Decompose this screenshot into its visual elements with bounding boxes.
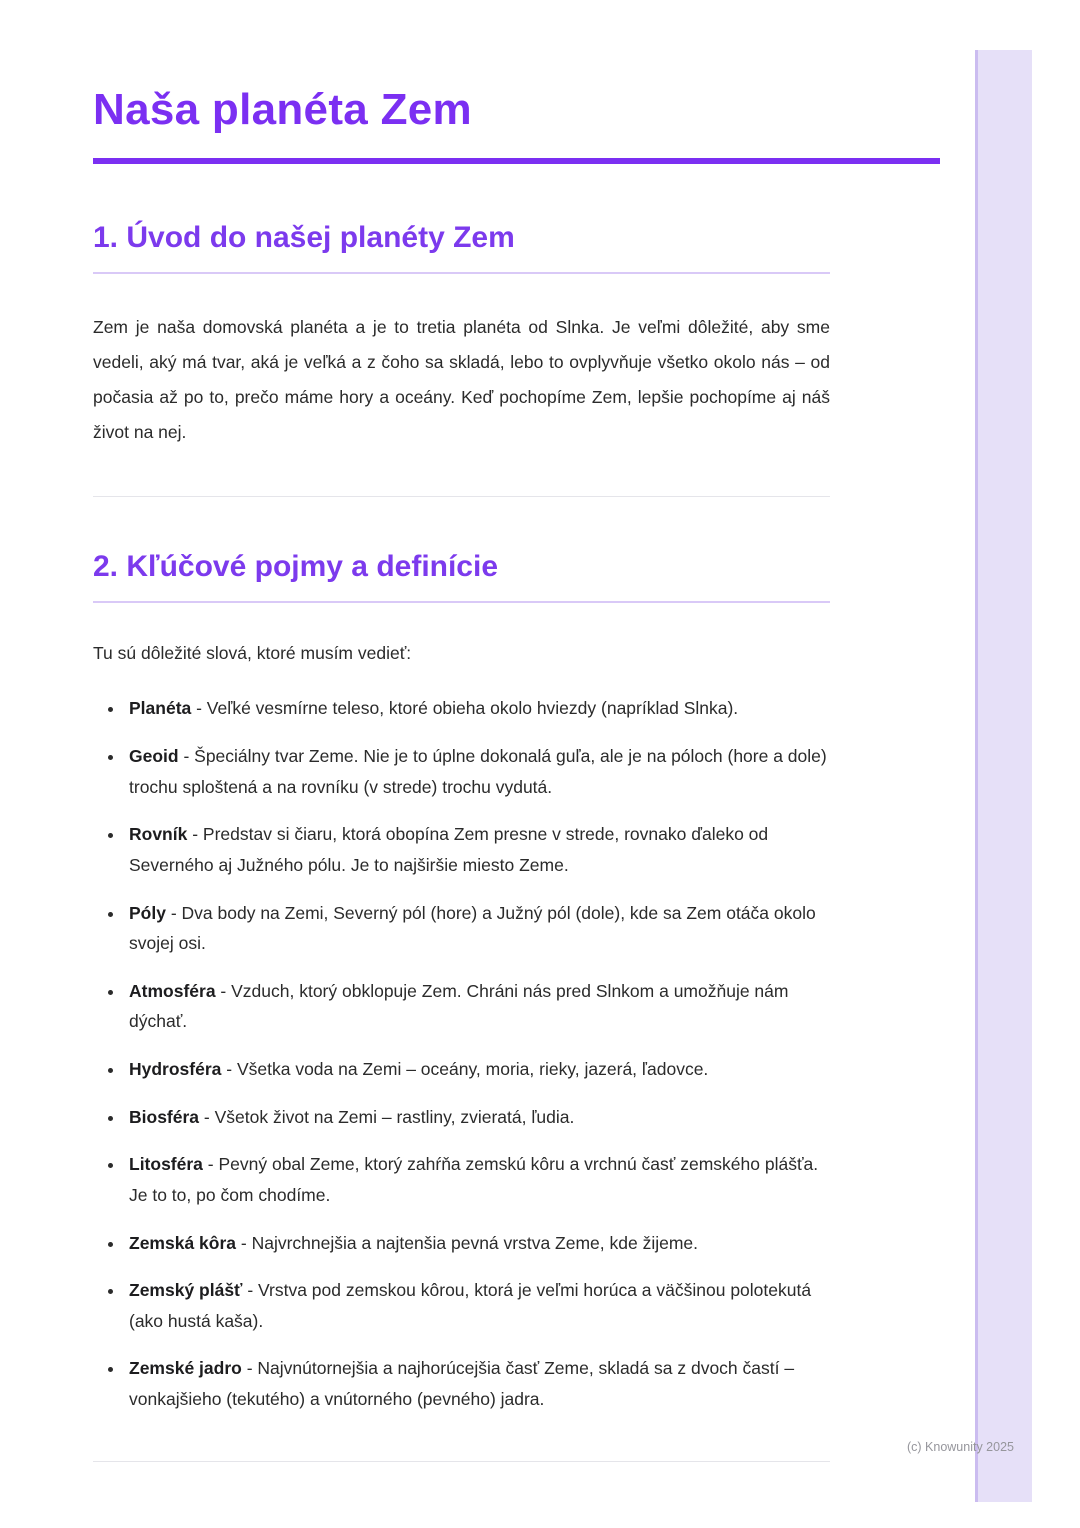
list-item (125, 1353, 830, 1414)
page-title: Naša planéta Zem (93, 85, 472, 134)
term-label: Zemské jadro (129, 1358, 242, 1379)
term-definition: - Najvrchnejšia a najtenšia pevná vrstva Zeme, kde žijeme. (236, 1232, 699, 1253)
section-1-heading: 1. Úvod do našej planéty Zem (93, 221, 515, 255)
terms-list (93, 693, 830, 1414)
term-definition: - Špeciálny tvar Zeme. Nie je to úplne dokonalá guľa, ale je na póloch (hore a dole) trochu sploštená a na rovníku (v strede) trochu vydutá. (129, 746, 827, 797)
term-label: Atmosféra (129, 980, 216, 1001)
term-definition: - Predstav si čiaru, ktorá obopína Zem presne v strede, rovnako ďaleko od Severného aj Južného pólu. Je to najširšie miesto Zeme. (129, 824, 769, 875)
section-1-paragraph: Zem je naša domovská planéta a je to tretia planéta od Slnka. Je veľmi dôležité, aby sme vedeli, aký má tvar, aká je veľká a z čoho sa skladá, lebo to ovplyvňuje všetko okolo nás – od počasia až po to, prečo máme hory a oceány. Keď pochopíme Zem, lepšie pochopíme aj náš život na nej. (93, 317, 830, 443)
term-label: Geoid (129, 746, 179, 767)
list-item (125, 898, 830, 959)
term-definition: - Všetok život na Zemi – rastliny, zvieratá, ľudia. (199, 1106, 575, 1127)
list-item (125, 1054, 830, 1085)
term-label: Hydrosféra (129, 1059, 222, 1080)
list-item (125, 1102, 830, 1133)
section-2-heading: 2. Kľúčové pojmy a definície (93, 550, 499, 584)
term-label: Póly (129, 902, 166, 923)
section-divider (93, 1461, 830, 1462)
term-definition: - Vzduch, ktorý obklopuje Zem. Chráni nás pred Slnkom a umožňuje nám dýchať. (129, 980, 789, 1032)
list-item (125, 693, 830, 724)
document-content (93, 0, 940, 1462)
list-item (125, 1275, 830, 1336)
title-rule (93, 158, 940, 164)
term-label: Biosféra (129, 1106, 200, 1127)
section-divider (93, 496, 830, 497)
page-edge-strip (975, 50, 1032, 1502)
term-label: Litosféra (129, 1154, 203, 1175)
term-definition: - Vrstva pod zemskou kôrou, ktorá je veľmi horúca a väčšinou polotekutá (ako hustá kaša). (129, 1280, 812, 1331)
list-item (125, 1228, 830, 1259)
term-definition: - Veľké vesmírne teleso, ktoré obieha okolo hviezdy (napríklad Slnka). (191, 698, 739, 719)
list-item (125, 741, 830, 802)
list-item (125, 1149, 830, 1210)
term-definition: - Všetka voda na Zemi – oceány, moria, rieky, jazerá, ľadovce. (221, 1059, 709, 1080)
term-definition: - Dva body na Zemi, Severný pól (hore) a Južný pól (dole), kde sa Zem otáča okolo svojej osi. (129, 902, 816, 954)
section-2-underline (93, 601, 830, 603)
copyright-note: (c) Knowunity 2025 (906, 1440, 1014, 1454)
term-label: Zemský plášť (129, 1280, 243, 1301)
term-definition: - Pevný obal Zeme, ktorý zahŕňa zemskú kôru a vrchnú časť zemského plášťa. Je to to, po čom chodíme. (129, 1154, 819, 1205)
section-1-underline (93, 272, 830, 274)
term-label: Zemská kôra (129, 1232, 237, 1253)
list-item (125, 976, 830, 1037)
term-definition: - Najvnútornejšia a najhorúcejšia časť Zeme, skladá sa z dvoch častí – vonkajšieho (tekutého) a vnútorného (pevného) jadra. (129, 1358, 795, 1410)
list-item (125, 819, 830, 880)
term-label: Rovník (129, 824, 188, 845)
terms-intro: Tu sú dôležité slová, ktoré musím vedieť: (93, 643, 412, 664)
term-label: Planéta (129, 698, 192, 719)
